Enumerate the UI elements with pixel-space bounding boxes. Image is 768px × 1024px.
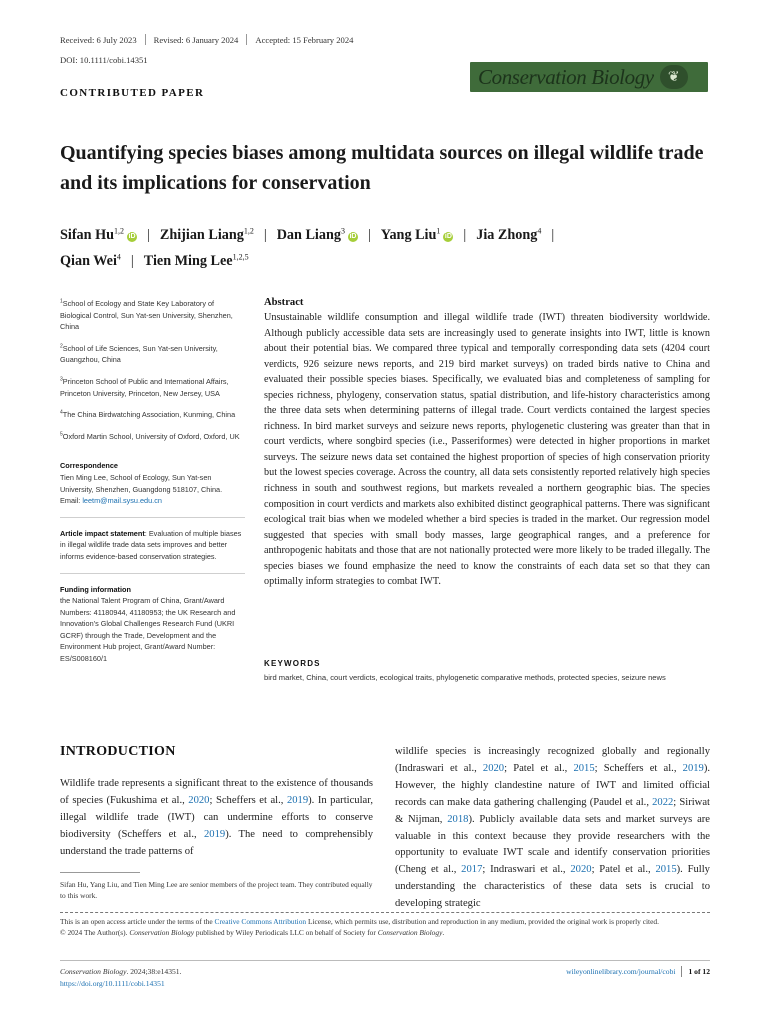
affiliation-number: 3 bbox=[60, 376, 63, 383]
affiliation-text: School of Ecology and State Key Laboratory of Biological Control, Sun Yat-sen University, Shenzhen, China bbox=[60, 299, 233, 332]
author-separator: | bbox=[551, 227, 555, 243]
body-text: ; Scheffers et al., bbox=[594, 762, 683, 774]
journal-site-link[interactable]: wileyonlinelibrary.com/journal/cobi bbox=[566, 967, 676, 976]
copyright-text: . bbox=[442, 928, 445, 937]
license-text: License, which permits use, distribution and reproduction in any medium, provided the original work is properly cited. bbox=[306, 917, 659, 926]
abstract-heading: Abstract bbox=[264, 297, 304, 308]
footer-right bbox=[566, 966, 710, 977]
citation-year-link[interactable]: 2022 bbox=[652, 796, 674, 808]
body-text: wildlife species is increasingly recognized globally and regionally (Indraswari et al., bbox=[395, 746, 710, 774]
paper-type-label: CONTRIBUTED PAPER bbox=[60, 87, 205, 99]
date-separator bbox=[145, 34, 146, 45]
affiliation-text: School of Life Sciences, Sun Yat-sen University, Guangzhou, China bbox=[60, 343, 218, 365]
author-name bbox=[60, 227, 137, 243]
author-affiliation-number: 4 bbox=[116, 252, 121, 262]
affiliation-text: Oxford Martin School, University of Oxford, Oxford, UK bbox=[62, 431, 240, 441]
author-name bbox=[60, 253, 121, 269]
footer-separator bbox=[681, 966, 682, 977]
body-text: ; Siriwat & Nijman, bbox=[395, 796, 710, 825]
author-affiliation-number: 1,2,5 bbox=[232, 252, 249, 262]
funding-text: the National Talent Program of China, Grant/Award Numbers: 41180944, 41180953; the UK Research and Innovation's Global Challenges Research Fund (UKRI GCRF) through the Trade, Development and the Environment Hub project, Grant/Award Number: ES/S008160/1 bbox=[60, 596, 236, 664]
abstract-section bbox=[264, 297, 710, 590]
author-name bbox=[476, 227, 541, 243]
revised-date: Revised: 6 January 2024 bbox=[153, 34, 239, 45]
sidebar-divider bbox=[60, 517, 245, 518]
footer-rule bbox=[60, 960, 710, 961]
date-separator bbox=[246, 34, 247, 45]
correspondence-email-line bbox=[60, 495, 245, 507]
author-separator: | bbox=[463, 227, 467, 243]
citation-year-link[interactable]: 2020 bbox=[482, 762, 505, 774]
journal-name: Conservation Biology bbox=[377, 928, 443, 937]
funding-heading: Funding information bbox=[60, 584, 131, 594]
author-separator: | bbox=[147, 227, 150, 243]
citation-year-link[interactable]: 2019 bbox=[682, 762, 704, 774]
author-list bbox=[60, 222, 720, 274]
author-separator: | bbox=[130, 253, 134, 269]
affiliation-number: 4 bbox=[60, 409, 63, 416]
affiliation-item bbox=[60, 409, 245, 421]
keywords-heading: KEYWORDS bbox=[264, 659, 321, 668]
citation-year-link[interactable]: 2019 bbox=[204, 828, 226, 840]
cc-license-link[interactable]: Creative Commons Attribution bbox=[214, 917, 307, 926]
leaf-icon: ❦ bbox=[660, 65, 688, 89]
impact-statement bbox=[60, 528, 245, 563]
copyright-text: © 2024 The Author(s). bbox=[60, 928, 130, 937]
keywords-section bbox=[264, 659, 710, 684]
author-name-text: Qian Wei bbox=[60, 253, 117, 269]
affiliation-text: The China Birdwatching Association, Kunming, China bbox=[62, 410, 236, 420]
article-doi: DOI: 10.1111/cobi.14351 bbox=[60, 55, 148, 65]
affiliations bbox=[60, 298, 245, 442]
accepted-date: Accepted: 15 February 2024 bbox=[255, 34, 354, 45]
introduction-column-1 bbox=[60, 776, 373, 861]
author-name bbox=[144, 253, 249, 269]
citation-year-link[interactable]: 2020 bbox=[188, 794, 210, 806]
copyright-text: published by Wiley Periodicals LLC on behalf of Society for bbox=[194, 928, 378, 937]
correspondence-text: Tien Ming Lee, School of Ecology, Sun Yat-sen University, Shenzhen, Guangdong 518107, China. bbox=[60, 472, 223, 494]
page-number: 1 of 12 bbox=[688, 967, 710, 976]
body-text: ). Publicly available data sets and market surveys are valuable in this context because they provide researchers with the opportunity to evaluate IWT scale and identify conservation priorities (Cheng et al., bbox=[395, 813, 710, 876]
affiliation-number: 1 bbox=[60, 298, 63, 305]
orcid-icon[interactable]: iD bbox=[444, 233, 452, 240]
affiliation-item bbox=[60, 431, 245, 443]
author-separator: | bbox=[367, 227, 371, 243]
body-text: Wildlife trade represents a significant threat to the existence of thousands of species (Fukushima et al., bbox=[60, 778, 373, 806]
body-text: ; Patel et al., bbox=[591, 864, 656, 876]
license-notice bbox=[60, 916, 710, 938]
email-link[interactable]: leetm@mail.sysu.edu.cn bbox=[82, 496, 162, 506]
orcid-icon[interactable]: iD bbox=[349, 233, 357, 240]
footer-citation bbox=[60, 966, 182, 990]
author-name-text: Tien Ming Lee bbox=[143, 253, 233, 269]
license-text: This is an open access article under the terms of the bbox=[60, 917, 215, 926]
author-affiliation-number: 1,2 bbox=[114, 226, 125, 236]
author-affiliation-number: 1 bbox=[436, 226, 441, 236]
email-label: Email: bbox=[60, 496, 83, 506]
impact-text: : Evaluation of multiple biases in illegal wildlife trade data sets improves and better informs evidence-based conservation strategies. bbox=[60, 528, 242, 561]
introduction-column-2 bbox=[395, 744, 710, 913]
footnote-rule bbox=[60, 872, 140, 873]
citation-year-link[interactable]: 2015 bbox=[573, 762, 595, 774]
introduction-heading: INTRODUCTION bbox=[60, 744, 176, 759]
footer-doi-link[interactable]: https://doi.org/10.1111/cobi.14351 bbox=[60, 979, 165, 988]
body-text: ). The need to comprehensibly understand the trade patterns of bbox=[60, 828, 373, 857]
correspondence-block bbox=[60, 460, 245, 506]
body-text: ). Fully understanding the characteristics of these data sets is crucial to developing strategic bbox=[395, 864, 710, 910]
impact-heading: Article impact statement bbox=[60, 528, 145, 538]
correspondence-heading: Correspondence bbox=[60, 461, 118, 471]
affiliation-item bbox=[60, 343, 245, 366]
citation-year-link[interactable]: 2015 bbox=[655, 864, 677, 876]
journal-name: Conservation Biology bbox=[129, 928, 194, 937]
author-footnote: Sifan Hu, Yang Liu, and Tien Ming Lee are senior members of the project team. They contributed equally to this work. bbox=[60, 880, 373, 900]
body-text: ). In particular, illegal wildlife trade (IWT) can undermine efforts to conserve biodiversity (Scheffers et al., bbox=[60, 794, 373, 840]
license-line-2 bbox=[60, 927, 710, 938]
funding-information bbox=[60, 584, 245, 665]
abstract-text: Unsustainable wildlife consumption and illegal wildlife trade (IWT) threaten biodiversity worldwide. Although publicly accessible data sets are increasingly used to generate insights into IWT, little is known about their potential bias. We compared three typical and temporally corresponding data sets (4204 court verdicts, 926 seizure news reports, and 219 bird market surveys) on traded birds native to China and evaluated their possible species biases. Specifically, we evaluated bias and completeness of sampling for species richness, phylogeny, conservation status, spatial distribution, and life-history characteristics among the three data sets when determining patterns of illegal trade. Court verdicts contained the largest species richness. In bird market surveys and seizure news reports, phylogenetic clustering was greater than that in court verdicts, where songbird species (i.e., Passeriformes) were detected in higher proportions in market surveys. The seizure news data set contained the highest proportion of species of high conservation priority but the lowest species coverage. Across the country, all data sets consistently reported relatively high species richness in south and southwest regions, but markets revealed a northern geographic bias. The species composition in court verdicts and markets also exhibited distinct geographical patterns. There was significant ecological trait bias when we modeled whether a bird species is traded in the market. Our regression model suggested that species with small body masses, large geographical ranges, and a preference for anthropogenic habitats and those that are not nationally protected were more likely to be traded illegally. The species biases we found emphasize the need to know the constraints of each data set so that they can optimally inform strategies to combat IWT. bbox=[264, 312, 710, 588]
author-name bbox=[160, 227, 254, 243]
author-affiliation-number: 3 bbox=[340, 226, 345, 236]
license-divider bbox=[60, 912, 710, 913]
author-separator: | bbox=[263, 227, 267, 243]
received-date: Received: 6 July 2023 bbox=[60, 34, 137, 45]
journal-logo-text: Conservation Biology bbox=[478, 64, 654, 89]
author-name-text: Yang Liu bbox=[380, 227, 437, 243]
orcid-icon[interactable]: iD bbox=[128, 233, 136, 240]
body-text: ; Scheffers et al., bbox=[209, 794, 287, 806]
citation-year-link[interactable]: 2020 bbox=[570, 864, 592, 876]
journal-logo bbox=[470, 62, 708, 92]
author-name-text: Jia Zhong bbox=[476, 227, 538, 243]
author-affiliation-number: 4 bbox=[537, 226, 542, 236]
sidebar-divider bbox=[60, 573, 245, 574]
body-text: ; Patel et al., bbox=[504, 762, 574, 774]
citation-year-link[interactable]: 2017 bbox=[461, 864, 483, 876]
affiliation-item bbox=[60, 376, 245, 399]
article-sidebar bbox=[60, 298, 245, 675]
body-text: ). However, the highly clandestine nature of IWT and limited official records can make data gathering challenging (Paudel et al., bbox=[395, 762, 711, 808]
affiliation-text: Princeton School of Public and International Affairs, Princeton University, Princeton, New Jersey, USA bbox=[60, 376, 229, 398]
author-name-text: Dan Liang bbox=[276, 227, 341, 243]
citation-year-link[interactable]: 2018 bbox=[447, 813, 469, 825]
author-name bbox=[277, 227, 358, 243]
author-name-text: Sifan Hu bbox=[60, 227, 115, 243]
footer-journal: Conservation Biology bbox=[60, 967, 127, 976]
affiliation-number: 2 bbox=[60, 343, 63, 350]
license-line-1 bbox=[60, 916, 710, 927]
keywords-text: bird market, China, court verdicts, ecological traits, phylogenetic comparative methods, protected species, seizure news bbox=[264, 673, 666, 682]
publication-dates bbox=[60, 34, 353, 45]
author-affiliation-number: 1,2 bbox=[243, 226, 254, 236]
article-title: Quantifying species biases among multidata sources on illegal wildlife trade and its implications for conservation bbox=[60, 142, 704, 194]
author-name bbox=[381, 227, 454, 243]
affiliation-item bbox=[60, 298, 245, 333]
author-name-text: Zhijian Liang bbox=[159, 227, 244, 243]
affiliation-number: 5 bbox=[60, 431, 63, 438]
citation-year-link[interactable]: 2019 bbox=[286, 794, 309, 806]
footer-citation-text: . 2024;38:e14351. bbox=[126, 967, 182, 976]
body-text: ; Indraswari et al., bbox=[482, 864, 571, 876]
